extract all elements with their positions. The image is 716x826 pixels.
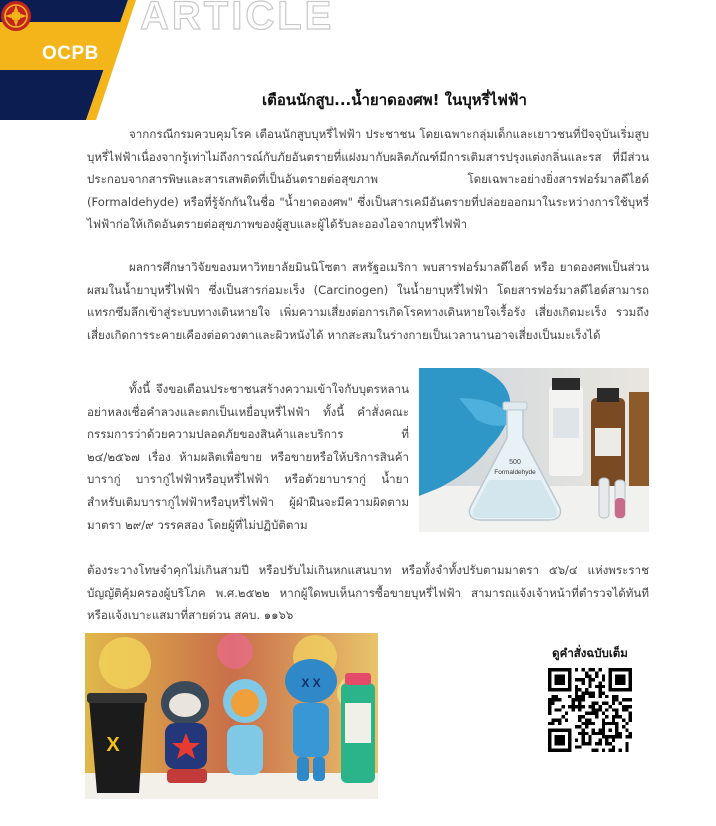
- formaldehyde-flask-photo: [419, 368, 649, 532]
- svg-text:Formaldehyde: Formaldehyde: [494, 469, 536, 476]
- svg-text:X: X: [106, 734, 120, 756]
- article-title: เตือนนักสูบ...น้ำยาดองศพ! ในบุหรี่ไฟฟ้า: [262, 91, 527, 109]
- paragraph-penalty: ต้องระวางโทษจำคุกไม่เกินสามปี หรือปรับไม่เกินหกแสนบาท หรือทั้งจำทั้งปรับตามมาตรา ๕๖/๔ แห่งพระราชบัญญัติคุ้มครองผู้บริโภค พ.ศ.๒๕๒๒ หากผู้ใดพบเห็นการซื้อขายบุหรี่ไฟฟ้า สามารถแจ้งเจ้าหน้าที่ตำรวจได้ทันที หรือแจ้งเบาะแสมาที่สายด่วน สคบ. ๑๑๖๖: [87, 563, 649, 623]
- svg-text:500: 500: [509, 459, 521, 466]
- paragraph-intro: จากกรณีกรมควบคุมโรค เตือนนักสูบบุหรี่ไฟฟ้า ประชาชน โดยเฉพาะกลุ่มเด็กและเยาวชนที่ปัจจุบันเริ่มสูบบุหรี่ไฟฟ้าเนื่องจากรู้เท่าไม่ถึงการณ์กับภัยอันตรายที่แฝงมากับผลิตภัณฑ์มีการเติมสารปรุงแต่งกลิ่นและรส ที่มีส่วนประกอบจากสารพิษและสารเสพติดที่เป็นอันตรายต่อสุขภาพ โดยเฉพาะอย่างยิ่งสารฟอร์มาลดีไฮด์ (Formaldehyde) หรือที่รู้จักกันในชื่อ "น้ำยาดองศพ" ซึ่งเป็นสารเคมีอันตรายที่ปล่อยออกมาในระหว่างการใช้บุหรี่ไฟฟ้าก่อให้เกิดอันตรายต่อสุขภาพของผู้สูบและผู้ได้รับละอองไอจากบุหรี่ไฟฟ้า: [87, 127, 649, 232]
- paragraph-warning: ทั้งนี้ จึงขอเตือนประชาชนสร้างความเข้าใจกับบุตรหลาน อย่าหลงเชื่อคำลวงและตกเป็นเหยื่อบุหรี่ไฟฟ้า ทั้งนี้ คำสั่งคณะกรรมการว่าด้วยความปลอดภัยของสินค้าและบริการ ที่ ๒๔/๒๕๖๗ เรื่อง ห้ามผลิตเพื่อขาย หรือขายหรือให้บริการสินค้าบารากู่ บารากู่ไฟฟ้าหรือบุหรี่ไฟฟ้า หรือตัวยาบารากู่ น้ำยาสำหรับเติมบารากู่ไฟฟ้าหรือบุหรี่ไฟฟ้า ผู้ฝ่าฝืนจะมีความผิดตามมาตรา ๒๙/๙ วรรคสอง โดยผู้ที่ไม่ปฏิบัติตาม: [87, 382, 409, 532]
- qr-code[interactable]: [548, 668, 632, 752]
- section-label: ARTICLE: [140, 0, 335, 38]
- svg-text:X X: X X: [301, 676, 321, 690]
- qr-caption: ดูคำสั่งฉบับเต็ม: [552, 646, 628, 660]
- ocpb-seal-icon: [0, 0, 32, 32]
- paragraph-research: ผลการศึกษาวิจัยของมหาวิทยาลัยมินนิโซตา สหรัฐอเมริกา พบสารฟอร์มาลดีไฮด์ หรือ ยาดองศพเป็นส่วนผสมในน้ำยาบุหรี่ไฟฟ้า ซึ่งเป็นสารก่อมะเร็ง (Carcinogen) ในน้ำยาบุหรี่ไฟฟ้า โดยสารฟอร์มาลดีไฮด์สามารถแทรกซึมลึกเข้าสู่ระบบทางเดินหายใจ เพิ่มความเสี่ยงต่อการเกิดโรคทางเดินหายใจเรื้อรัง เสี่ยงเกิดมะเร็ง รวมถึงเสี่ยงเกิดการระคายเคืองต่อดวงตาและผิวหนังได้ หากสะสมในร่างกายเป็นเวลานานอาจเสี่ยงเป็นมะเร็งได้: [87, 260, 649, 342]
- ocpb-logo-text: OCPB: [42, 43, 99, 64]
- vape-devices-photo: [85, 633, 378, 799]
